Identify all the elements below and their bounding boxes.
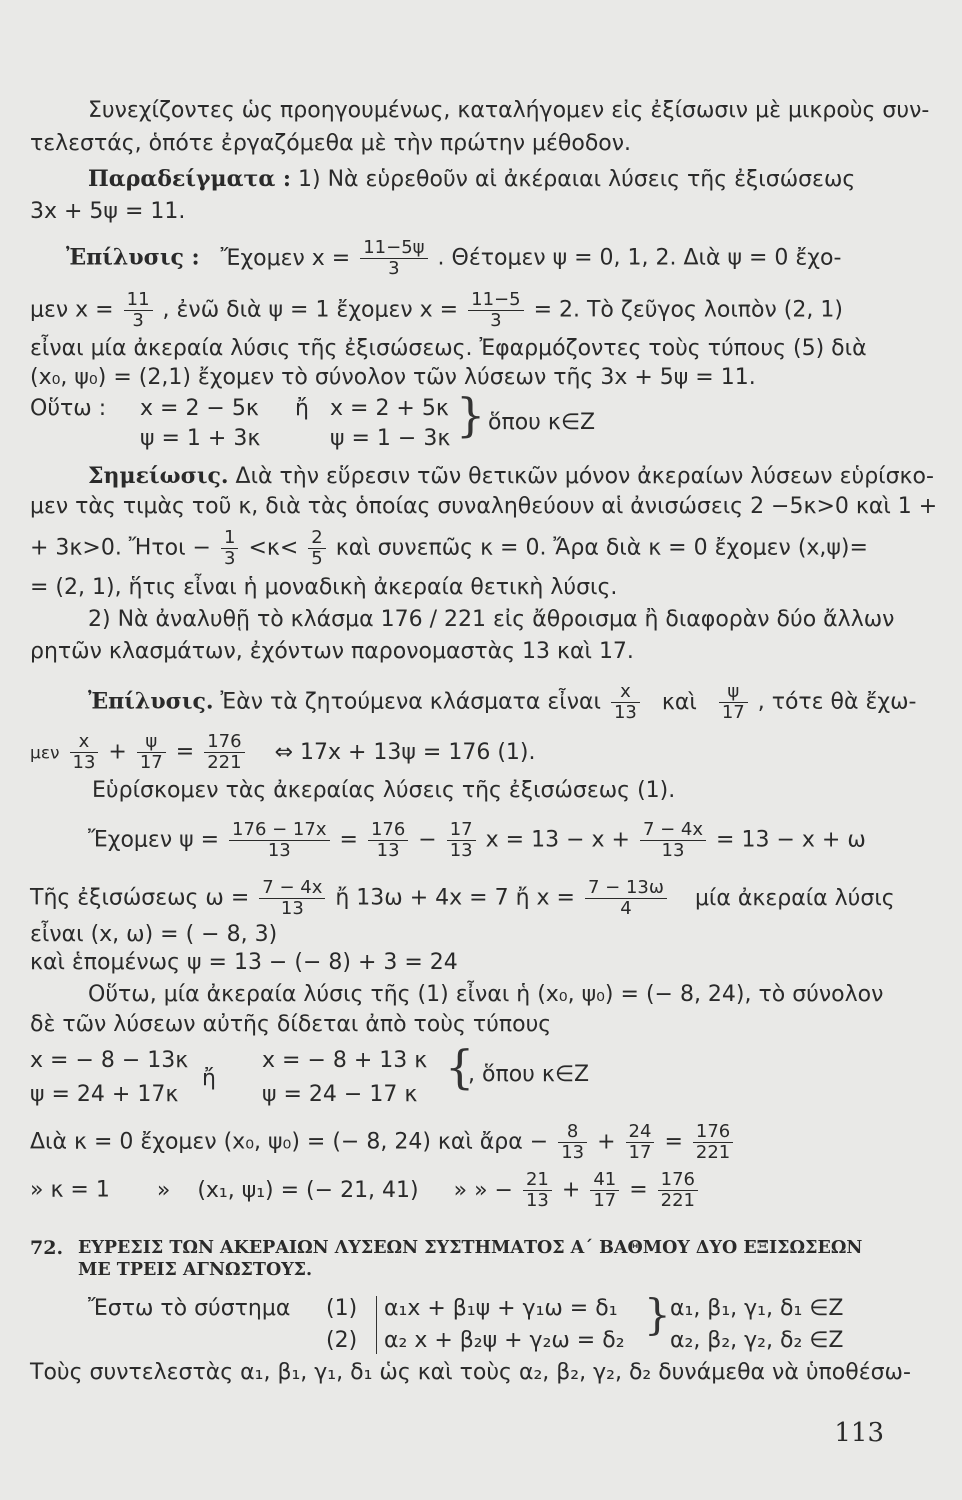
text-line: εἶναι μία ἀκεραία λύσις τῆς ἐξισώσεως. Ἐφαρμόζοντες τοὺς τύπους (5) διὰ — [30, 336, 867, 361]
section-title: ΜΕ ΤΡΕΙΣ ΑΓΝΩΣΤΟΥΣ. — [78, 1260, 313, 1280]
fraction-denominator: 13 — [280, 898, 304, 919]
fraction-numerator: x — [70, 732, 99, 753]
text-line — [30, 732, 536, 773]
text-span: = — [175, 739, 195, 765]
text-span: = 13 − x + ω — [716, 827, 866, 853]
fraction-denominator: 5 — [311, 548, 323, 569]
text-line — [88, 820, 866, 861]
fraction-denominator: 17 — [721, 702, 745, 723]
text-span: x = 13 − x + — [485, 827, 630, 853]
text-span: , ὅπου κ∈Z — [468, 1062, 590, 1087]
left-brace: { — [445, 1040, 475, 1094]
fraction-numerator: 41 — [590, 1170, 619, 1191]
fraction — [558, 1122, 587, 1163]
fraction-denominator: 13 — [525, 1190, 549, 1211]
equation: ψ = 24 + 17κ — [30, 1082, 179, 1107]
fraction — [360, 238, 427, 279]
fraction-denominator: 17 — [593, 1190, 617, 1211]
fraction — [137, 732, 166, 773]
fraction-denominator: 221 — [695, 1142, 731, 1163]
equation-label: (2) — [326, 1328, 358, 1353]
text-span: , ἐνῶ διὰ ψ = 1 ἔχομεν x = — [162, 297, 459, 323]
text-line: δὲ τῶν λύσεων αὐτῆς δίδεται ἀπὸ τοὺς τύπους — [30, 1012, 552, 1037]
fraction — [523, 1170, 552, 1211]
text-span: = — [629, 1177, 648, 1203]
equation: x = 2 − 5κ — [140, 396, 259, 421]
equation: x = 2 + 5κ — [330, 396, 449, 421]
text-line: (x₀, ψ₀) = (2,1) ἔχομεν τὸ σύνολον τῶν λύσεων τῆς 3x + 5ψ = 11. — [30, 365, 756, 390]
text-span: μία ἀκεραία λύσις — [694, 885, 895, 911]
fraction-numerator: 17 — [447, 820, 476, 841]
fraction-numerator: 11 — [124, 290, 153, 311]
fraction-numerator: 176 — [368, 820, 408, 841]
fraction-denominator: 17 — [139, 752, 163, 773]
fraction-denominator: 17 — [628, 1142, 652, 1163]
equation: 3x + 5ψ = 11. — [30, 199, 186, 224]
text-span: Ἔχομεν x = — [220, 245, 351, 271]
text-line — [88, 682, 916, 723]
fraction — [626, 1122, 655, 1163]
equation-label: (1) — [326, 1296, 358, 1321]
text-line: Τοὺς συντελεστὰς α₁, β₁, γ₁, δ₁ ὡς καὶ τοὺς α₂, β₂, γ₂, δ₂ δυνάμεθα νὰ ὑποθέσω- — [30, 1360, 911, 1385]
text-span: = — [339, 827, 358, 853]
fraction-denominator: 3 — [388, 258, 400, 279]
fraction — [719, 682, 748, 723]
fraction — [308, 528, 325, 569]
text-line — [30, 290, 843, 331]
fraction-numerator: 2 — [308, 528, 325, 549]
fraction-denominator: 221 — [207, 752, 242, 773]
equation: α₂ x + β₂ψ + γ₂ω = δ₂ — [384, 1328, 625, 1353]
section-number: 72. — [30, 1237, 64, 1259]
fraction-numerator: 8 — [558, 1122, 587, 1143]
text-line — [66, 238, 841, 279]
text-line — [88, 463, 934, 490]
equation: ψ = 1 − 3κ — [330, 426, 451, 451]
fraction — [70, 732, 99, 773]
fraction — [585, 878, 667, 919]
fraction — [640, 820, 706, 861]
text-span: . Θέτομεν ψ = 0, 1, 2. Διὰ ψ = 0 ἔχο- — [437, 245, 842, 271]
fraction-numerator: 176 — [658, 1170, 698, 1191]
fraction-numerator: ψ — [137, 732, 166, 753]
fraction-numerator: 21 — [523, 1170, 552, 1191]
text-line: Συνεχίζοντες ὡς προηγουμένως, καταλήγομεν εἰς ἐξίσωσιν μὲ μικροὺς συν- — [88, 98, 930, 123]
text-span: ⇔ 17x + 13ψ = 176 (1). — [274, 739, 536, 765]
fraction — [447, 820, 476, 861]
fraction-numerator: 7 − 4x — [259, 878, 325, 899]
text-line: εἶναι (x, ω) = ( − 8, 3) — [30, 922, 278, 947]
text-span: » » − — [453, 1177, 513, 1203]
fraction-denominator: 13 — [376, 840, 400, 861]
text-span: ὅπου κ∈Z — [488, 410, 596, 435]
equation: ψ = 1 + 3κ — [140, 426, 261, 451]
fraction-denominator: 13 — [561, 1142, 585, 1163]
fraction-denominator: 221 — [660, 1190, 696, 1211]
text-line: = (2, 1), ἥτις εἶναι ἡ μοναδικὴ ἀκεραία θετικὴ λύσις. — [30, 575, 618, 600]
text-span: Ἔχομεν ψ = — [88, 827, 220, 853]
fraction-numerator: 176 — [693, 1122, 733, 1143]
fraction — [259, 878, 325, 919]
fraction-numerator: 1 — [221, 528, 238, 549]
text-span: Οὕτω : — [30, 396, 107, 421]
text-span: ἤ 13ω + 4x = 7 ἤ x = — [335, 885, 575, 911]
text-span: ἤ — [202, 1066, 216, 1091]
fraction — [229, 820, 329, 861]
text-span: » κ = 1 — [30, 1177, 110, 1203]
fraction-numerator: ψ — [719, 682, 748, 703]
equation: α₂, β₂, γ₂, δ₂ ∈Z — [670, 1328, 844, 1353]
text-span: καὶ συνεπῶς κ = 0. Ἄρα διὰ κ = 0 ἔχομεν (x,ψ)= — [335, 535, 868, 561]
text-span: + — [108, 739, 127, 765]
text-span: + — [597, 1129, 616, 1155]
solution-label: Ἐπίλυσις : — [66, 244, 200, 271]
fraction-denominator: 13 — [267, 840, 291, 861]
text-span: (x₁, ψ₁) = (− 21, 41) — [197, 1177, 419, 1203]
fraction — [590, 1170, 619, 1211]
text-span: 1) Νὰ εὑρεθοῦν αἱ ἀκέραιαι λύσεις τῆς ἐξισώσεως — [298, 167, 856, 192]
text-line: ρητῶν κλασμάτων, ἐχόντων παρονομαστὰς 13 καὶ 17. — [30, 639, 634, 664]
examples-label: Παραδείγματα : — [88, 166, 292, 192]
text-span: Διὰ κ = 0 ἔχομεν (x₀, ψ₀) = (− 8, 24) καὶ ἄρα − — [30, 1129, 549, 1155]
text-span: καὶ — [661, 689, 697, 715]
solution-label: Ἐπίλυσις. — [88, 688, 214, 715]
fraction — [221, 528, 238, 569]
text-line — [30, 878, 895, 919]
fraction — [693, 1122, 733, 1163]
fraction-numerator: 24 — [626, 1122, 655, 1143]
text-line — [30, 1170, 701, 1211]
text-span: = 2. Τὸ ζεῦγος λοιπὸν (2, 1) — [533, 297, 843, 323]
fraction-denominator: 3 — [132, 310, 144, 331]
text-span: + 3κ>0. Ἤτοι − — [30, 535, 211, 561]
fraction-denominator: 13 — [661, 840, 685, 861]
text-span: Ἐὰν τὰ ζητούμενα κλάσματα εἶναι — [220, 689, 601, 715]
fraction — [368, 820, 408, 861]
text-span: , τότε θὰ ἔχω- — [757, 689, 917, 715]
fraction-numerator: 176 — [204, 732, 244, 753]
text-line: Εὑρίσκομεν τὰς ἀκεραίας λύσεις τῆς ἐξισώσεως (1). — [92, 778, 676, 803]
text-span: Ἔστω τὸ σύστημα — [88, 1296, 291, 1321]
text-line — [88, 166, 855, 193]
fraction-numerator: 7 − 4x — [640, 820, 706, 841]
equation: ψ = 24 − 17 κ — [262, 1082, 418, 1107]
fraction — [468, 290, 523, 331]
fraction — [611, 682, 640, 723]
fraction — [204, 732, 244, 773]
equation: x = − 8 − 13κ — [30, 1048, 189, 1073]
fraction-numerator: 7 − 13ω — [585, 878, 667, 899]
text-line — [30, 1122, 736, 1163]
note-label: Σημείωσις. — [88, 463, 229, 489]
right-brace: } — [644, 1290, 671, 1339]
text-span: ἤ — [295, 396, 309, 421]
fraction — [658, 1170, 698, 1211]
text-line: Οὕτω, μία ἀκεραία λύσις τῆς (1) εἶναι ἡ (x₀, ψ₀) = (− 8, 24), τὸ σύνολον — [88, 982, 884, 1007]
equation: α₁, β₁, γ₁, δ₁ ∈Z — [670, 1296, 844, 1321]
fraction-denominator: 13 — [449, 840, 473, 861]
text-span: μεν x = — [30, 297, 114, 323]
text-span: = — [664, 1129, 683, 1155]
page-number: 113 — [834, 1418, 884, 1448]
system-bar — [376, 1296, 377, 1354]
text-span: − — [418, 827, 437, 853]
section-title: ΕΥΡΕΣΙΣ ΤΩΝ ΑΚΕΡΑΙΩΝ ΛΥΣΕΩΝ ΣΥΣΤΗΜΑΤΟΣ Α΄ ΒΑΘΜΟΥ ΔΥΟ ΕΞΙΣΩΣΕΩΝ — [78, 1238, 863, 1258]
fraction — [124, 290, 153, 331]
text-line: τελεστάς, ὁπότε ἐργαζόμεθα μὲ τὴν πρώτην μέθοδον. — [30, 131, 632, 156]
fraction-numerator: x — [611, 682, 640, 703]
equation: x = − 8 + 13 κ — [262, 1048, 428, 1073]
text-span: Τῆς ἐξισώσεως ω = — [30, 885, 250, 911]
fraction-numerator: 11−5ψ — [360, 238, 427, 259]
text-line: 2) Νὰ ἀναλυθῇ τὸ κλάσμα 176 / 221 εἰς ἄθροισμα ἢ διαφορὰν δύο ἄλλων — [88, 607, 895, 632]
fraction-denominator: 4 — [620, 898, 632, 919]
fraction-denominator: 13 — [72, 752, 96, 773]
text-line: καὶ ἑπομένως ψ = 13 − (− 8) + 3 = 24 — [30, 950, 458, 975]
text-span: <κ< — [248, 535, 299, 561]
text-line — [30, 528, 868, 569]
fraction-numerator: 176 − 17x — [229, 820, 329, 841]
text-span: » — [156, 1177, 171, 1203]
fraction-denominator: 3 — [490, 310, 502, 331]
equation: α₁x + β₁ψ + γ₁ω = δ₁ — [384, 1296, 618, 1321]
fraction-denominator: 13 — [613, 702, 637, 723]
text-span: μεν — [30, 743, 60, 764]
text-span: + — [561, 1177, 581, 1203]
right-brace: } — [456, 388, 486, 442]
text-span: Διὰ τὴν εὕρεσιν τῶν θετικῶν μόνον ἀκεραίων λύσεων εὑρίσκο- — [235, 464, 934, 489]
fraction-numerator: 11−5 — [468, 290, 523, 311]
text-line: μεν τὰς τιμὰς τοῦ κ, διὰ τὰς ὁποίας συναληθεύουν αἱ ἀνισώσεις 2 −5κ>0 καὶ 1 + — [30, 494, 938, 519]
fraction-denominator: 3 — [223, 548, 236, 569]
